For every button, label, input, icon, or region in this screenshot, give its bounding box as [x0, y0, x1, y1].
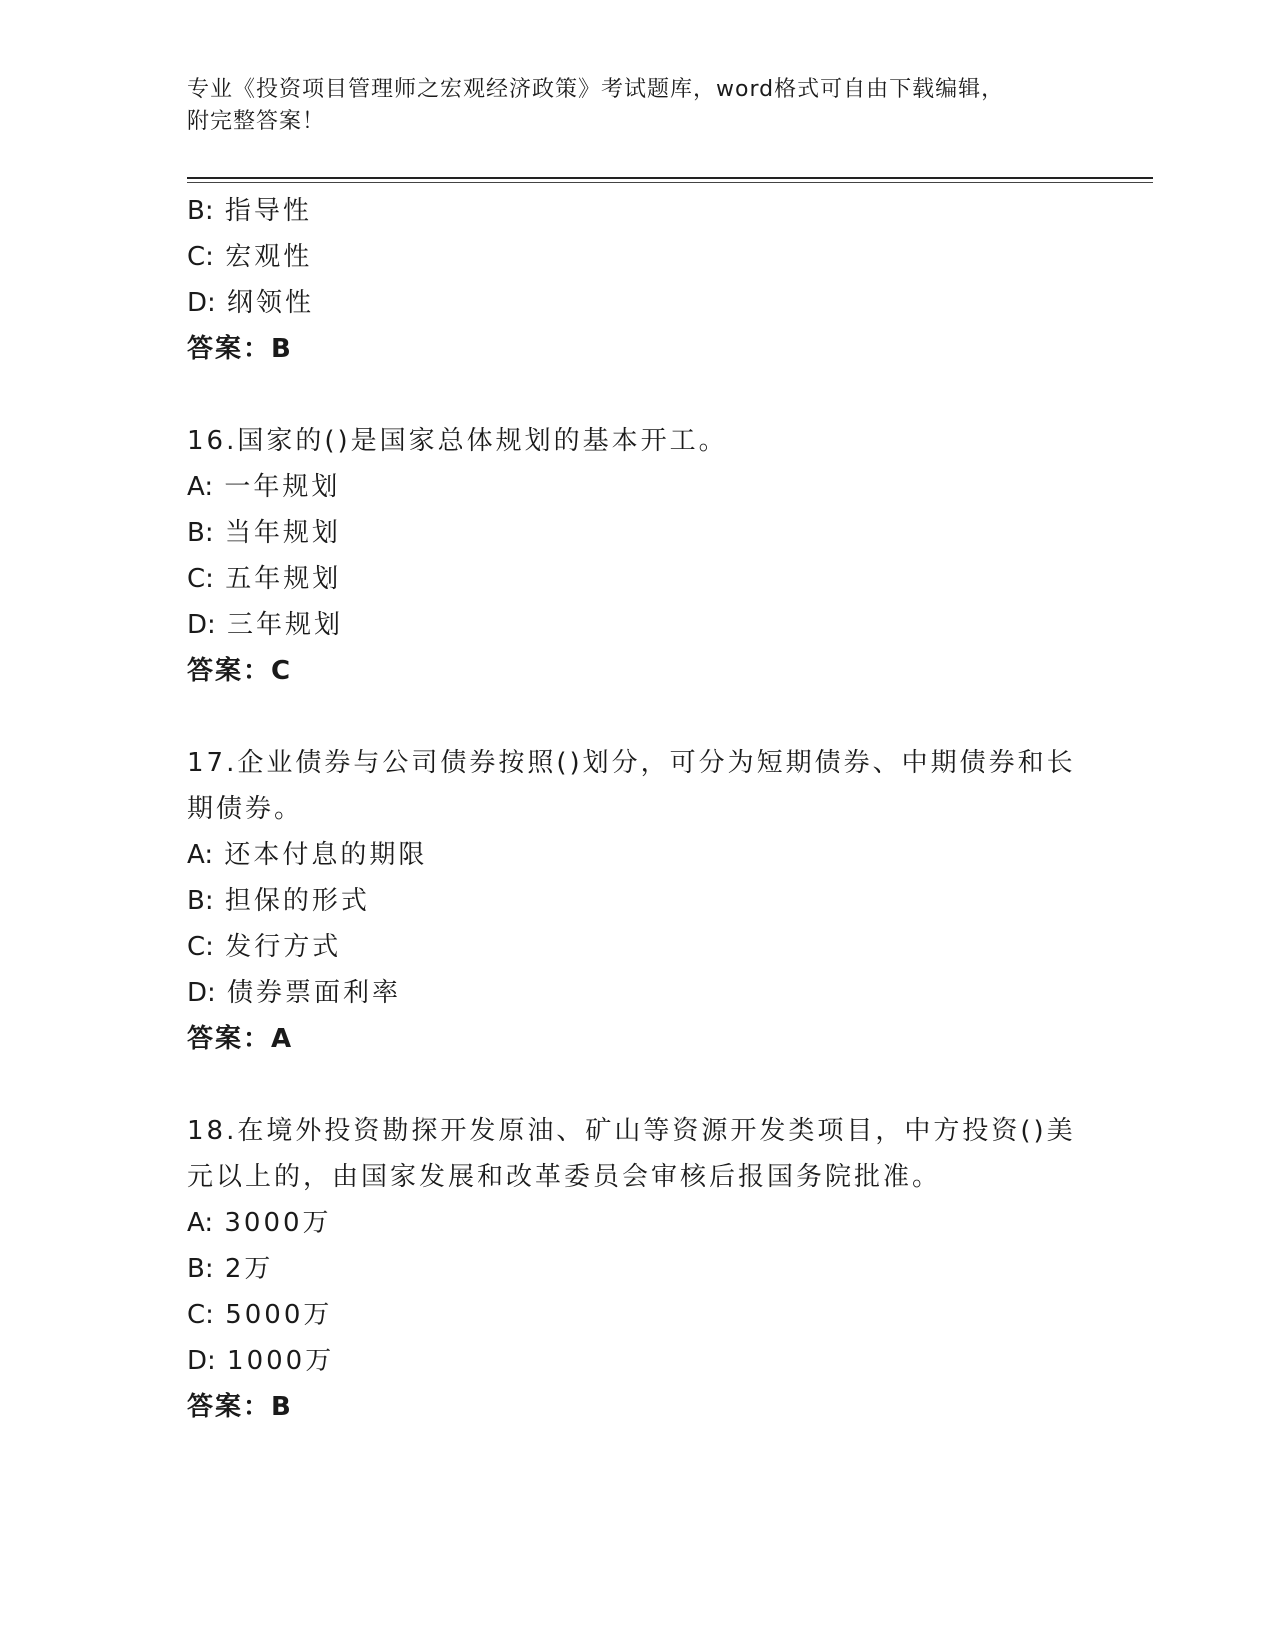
- header-line-2: 附完整答案！: [187, 109, 326, 134]
- question-stem-line-2: 期债券。: [187, 794, 304, 824]
- header-divider-thin: [187, 182, 1153, 183]
- option-c: C: 5000万: [187, 1300, 333, 1330]
- question-15-partial: [187, 188, 1087, 372]
- document-header: [187, 74, 1067, 138]
- option-a: A: 还本付息的期限: [187, 840, 428, 870]
- answer: 答案：B: [187, 1392, 293, 1422]
- answer: 答案：C: [187, 656, 293, 686]
- header-line-1: 专业《投资项目管理师之宏观经济政策》考试题库，word格式可自由下载编辑，: [187, 77, 1005, 102]
- question-stem-line-1: 18.在境外投资勘探开发原油、矿山等资源开发类项目，中方投资()美: [187, 1116, 1076, 1146]
- option-c: C: 发行方式: [187, 932, 342, 962]
- question-list: [187, 188, 1087, 1430]
- question-18: [187, 1108, 1087, 1430]
- header-divider: [187, 177, 1153, 179]
- option-d: D: 债券票面利率: [187, 978, 402, 1008]
- option-b: B: 2万: [187, 1254, 274, 1284]
- option-a: A: 3000万: [187, 1208, 332, 1238]
- option-d: D: 纲领性: [187, 288, 315, 318]
- question-17: [187, 740, 1087, 1062]
- option-b: B: 担保的形式: [187, 886, 370, 916]
- option-c: C: 五年规划: [187, 564, 342, 594]
- question-stem: 16.国家的()是国家总体规划的基本开工。: [187, 426, 728, 456]
- question-stem-line-2: 元以上的，由国家发展和改革委员会审核后报国务院批准。: [187, 1162, 942, 1192]
- option-c: C: 宏观性: [187, 242, 313, 272]
- option-b: B: 指导性: [187, 196, 312, 226]
- option-a: A: 一年规划: [187, 472, 341, 502]
- option-d: D: 三年规划: [187, 610, 344, 640]
- option-d: D: 1000万: [187, 1346, 335, 1376]
- option-b: B: 当年规划: [187, 518, 341, 548]
- answer: 答案：A: [187, 1024, 294, 1054]
- question-16: [187, 418, 1087, 694]
- answer: 答案：B: [187, 334, 293, 364]
- question-stem-line-1: 17.企业债券与公司债券按照()划分，可分为短期债券、中期债券和长: [187, 748, 1076, 778]
